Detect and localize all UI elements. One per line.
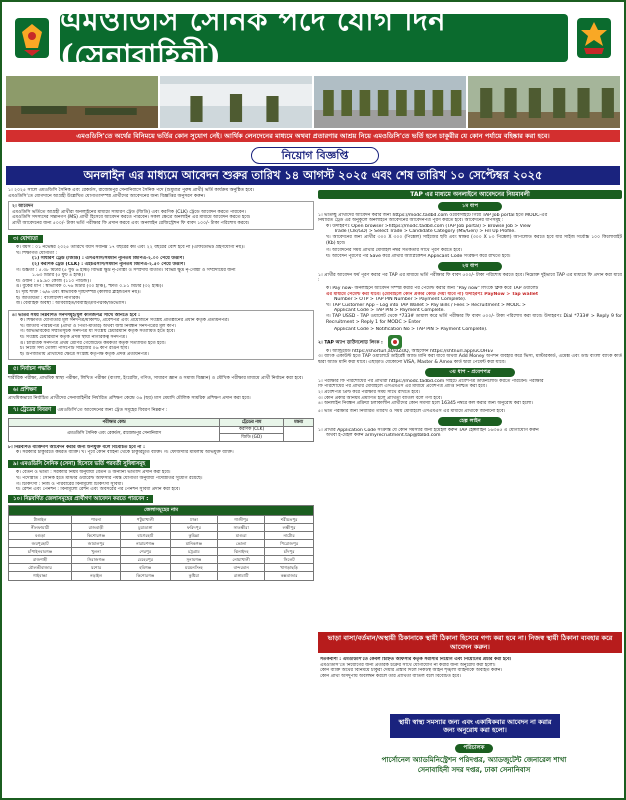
- training-photo-2: [160, 76, 312, 128]
- district-cell: চাঁদপুর: [265, 548, 314, 556]
- district-cell: জামালপুর: [72, 539, 121, 547]
- district-row: [9, 531, 314, 539]
- eligibility-line: গ। উচ্চতা : ৫.৩৮ মিটার (৫ ফুট ৬ ইঞ্চি) বিভিন্ন ক্ষুদ্র নৃ-গোষ্ঠী ও সম্প্রদায় ব্যতীত। বিভিন্ন ক্ষুদ্র নৃ-গোষ্ঠী ও সম্প্রদায়ের জন্য: [16, 267, 236, 273]
- step-line: গ। আবেদনের সময় প্রার্থীর মোবাইল নম্বর সতর্কতার সাথে পূরণ করতে হবে।: [326, 248, 462, 254]
- district-cell: মাগুরা: [218, 531, 265, 539]
- caution-line: এমওডিসি'তে নিয়োগের জন্য প্রতারক চক্রের সাথে যোগাযোগ না করার জন্য অনুরোধ করা হলো।: [320, 662, 496, 668]
- section-trades: [8, 404, 314, 442]
- district-cell: মানিকগঞ্জ: [170, 539, 217, 547]
- notice-title: নিয়োগ বিজ্ঞপ্তি: [251, 147, 379, 164]
- table-cell: এমওডিসি সৈনিক এবং রেকর্ডস, রাজেন্দ্রপুর সেনানিবাস: [9, 426, 220, 441]
- documents-line: ছ। উপজাতীয় প্রার্থীদের ক্ষেত্রে সংশ্লিষ্ট কর্তৃপক্ষ কর্তৃক প্রদত্ত প্রত্যয়নপত্র।: [20, 351, 149, 357]
- table-cell: [284, 426, 314, 441]
- district-cell: সিরাজগঞ্জ: [72, 556, 121, 564]
- benefit-line: ঘ। রেশন এবং পেনশন : বিনামূল্যে রেশন এবং অবসরের পর পেনশন সুবিধা প্রদান করা হবে।: [16, 487, 181, 493]
- district-cell: বাগেরহাট: [120, 531, 170, 539]
- eligibility-line: (২) করণিক ট্রেড (CLK) : এইচএসসি/সমমান ন্যূনতম জিপিএ-২.৫০ পেয়ে উত্তীর্ণ।: [32, 261, 186, 267]
- district-cell: চুয়াডাঙ্গা: [120, 523, 170, 531]
- district-cell: ঝিনাইদহ: [218, 548, 265, 556]
- district-cell: বান্দরবান: [218, 564, 265, 572]
- left-column: [8, 188, 314, 581]
- district-cell: খুলনা: [72, 548, 121, 556]
- documents-line: গ। অভিভাবকের সম্মতিসূচক সনদপত্র যা সংশ্লিষ্ট চেয়ারম্যান কর্তৃক সত্যায়িত হতে হবে।: [20, 329, 176, 335]
- trade-table: [8, 418, 314, 441]
- tap-logo-icon: [388, 335, 402, 349]
- district-cell: মৌলভীবাজার: [9, 564, 72, 572]
- tap-instructions-heading: TAP এর মাধ্যমে অনলাইনে আবেদনের নিয়মাবলী: [318, 190, 622, 199]
- date-banner: অনলাইন এর মাধ্যমে আবেদন শুরুর তারিখ ১৪ আগস্ট ২০২৫ এবং শেষ তারিখ ১০ সেপ্টেম্বর ২০২৫: [6, 166, 620, 185]
- table-header: মন্তব্য: [284, 419, 314, 426]
- signature-block: [352, 744, 596, 796]
- district-cell: সুনামগঞ্জ: [170, 556, 217, 564]
- caution-line: কোন প্রার্থী অসদুপায় অবলম্বন করলে তার প্রার্থিতা বাতিল বলে বিবেচিত হবে।: [320, 673, 461, 679]
- step3-heading: ৩য় ধাপ - প্রবেশপত্র: [425, 368, 515, 376]
- section-heading: ২। আবেদন: [12, 204, 34, 210]
- page-title: এমওডিসি সৈনিক পদে যোগ দিন (সেনাবাহিনী): [60, 2, 447, 72]
- district-row: [9, 523, 314, 531]
- caution-section: [320, 657, 620, 679]
- title-bar: [60, 2, 568, 72]
- district-cell: খাগড়াছড়ি: [265, 564, 314, 572]
- step-line: ১। ভর্তিচ্ছু প্রার্থীদের আবেদন করার জন্য https://modc.tadbd.com ওয়েবসাইটে গিয়ে TAP Job portal হতে MODC-এর: [318, 212, 548, 218]
- eligibility-line: ঘ। ওজন : ৪৯.৯০ কেজি (১১০ পাউন্ড)।: [16, 278, 91, 284]
- ineligible-line: ক। সরকারি চাকুরিতে কর্মরত ব্যক্তি। খ। পূর্বে কোন বাহিনী থেকে চাকুরিচ্যুত ব্যক্তি। গ। ফৌজদারি মামলায় অভিযুক্ত ব্যক্তি।: [16, 450, 234, 456]
- helpline-email[interactable]: অথবা ই-মেইল করুন armyrecruitment.tap@tblbd.com: [326, 433, 441, 439]
- district-cell: শেরপুর: [120, 548, 170, 556]
- benefit-line: গ। চিকিৎসা : নিজ ও পরিবারের বিনামূল্যে চিকিৎসা সুবিধা।: [16, 481, 124, 487]
- district-cell: নারায়ণগঞ্জ: [120, 539, 170, 547]
- section-documents: [8, 310, 314, 361]
- documents-line: ঙ। চারিত্রিক সনদপত্র প্রথম শ্রেণির গেজেটেড কর্মকর্তা কর্তৃক সত্যায়িত হতে হবে।: [20, 340, 166, 346]
- table-cell: জিডি (GD): [219, 434, 283, 441]
- section-line: প্রার্থী আবেদনের জন্য ৫০০/- টাকা ভর্তি পরীক্ষার ফি প্রদান করবে এবং অনলাইন রেজিস্ট্রেশন ফি বাবদ ১০০/- টাকা পরিশোধ করবে।: [12, 220, 250, 226]
- district-cell: যশোর: [72, 564, 121, 572]
- step-line: গ। TAP USSD - TAP ওয়ালেট থেকে *733# ডায়াল করে ভর্তি পরীক্ষার ফি বাবদ ৫০০/- টাকা পরিশোধ করা যাবে। উদাহরণঃ Dial *733# > Reply 9 for Recruitment > Reply 1 for MODC > Enter: [326, 313, 622, 325]
- district-cell: শরীয়তপুর: [265, 515, 314, 523]
- address-warning-banner: ভাড়া বাসা/বর্তমান/অস্থায়ী ঠিকানাকে স্থায়ী ঠিকানা হিসেবে গণ্য করা হবে না। নিজস্ব স্থায়ী ঠিকানা ব্যবহার করে আবেদন করুন।: [318, 632, 622, 653]
- district-table: [8, 505, 314, 580]
- section-heading: ১০। নিম্নবর্ণিত জেলাসমূহের প্রার্থীগণ আবেদন করতে পারবেন :: [8, 495, 153, 504]
- district-cell: ময়মনসিংহ: [170, 564, 217, 572]
- district-cell: রাজবাড়ী: [72, 523, 121, 531]
- district-table-header: জেলাসমূহের নাম: [9, 506, 314, 515]
- table-header: ট্রেডের নাম: [219, 419, 283, 426]
- district-cell: নড়াইল: [72, 572, 121, 580]
- appeal-box: স্থায়ী স্বাস্থ্য সমস্যার জন্য এবং একাধিকবার আবেদন না করার জন্য অনুরোধ করা হলো।: [390, 714, 560, 738]
- section-benefits: [8, 458, 314, 493]
- section-ineligible: [8, 445, 314, 456]
- step-line: ৩। কোন প্রকার অনিয়ম প্রমাণিত হলে প্রার্থিতা বাতিল বলে গণ্য হবে।: [318, 395, 443, 401]
- district-cell: টাঙ্গাইল: [9, 515, 72, 523]
- district-cell: চাঁপাইনবাবগঞ্জ: [9, 548, 72, 556]
- step-line: খ। TAP Customer App – Log into TAP Wallet > Pay Bills / Fees > Recruitment > MODC >: [326, 302, 526, 308]
- trades-text: এমওডিসি'তে আবেদনের জন্য ট্রেড সমূহের বিবরণ নিম্নরূপ :: [57, 407, 168, 413]
- district-cell: লক্ষীপুর: [265, 523, 314, 531]
- training-photo-3: [314, 76, 466, 128]
- helpline-section: [318, 428, 622, 439]
- caution-line: কোন ব্যক্তি অর্থের বিনিময়ে চাকুরী দেয়ার প্রস্তাব দিলে নিকটস্থ আইন শৃঙ্খলা বাহিনীকে অবহিত করুন।: [320, 668, 503, 674]
- army-crest-icon: [574, 16, 614, 60]
- eligibility-line: (১) সাধারণ ট্রেড (জিডি) : এসএসসি/সমমান ন্যূনতম জিপিএ-২.০০ পেয়ে উত্তীর্ণ।: [32, 256, 185, 262]
- documents-line: চ। নিজে সদ্য তোলা পাসপোর্ট সাইজের ০৬ কপি রঙিন ছবি।: [20, 346, 129, 352]
- step-line: ক। Pay now- অনলাইনে আবেদন সম্পন্ন করার পর পেমেন্ট করার জন্য "Pay now" লিংকে ক্লিক করে TAP ওয়ালেট: [326, 285, 539, 291]
- district-cell: বগুড়া: [9, 531, 72, 539]
- district-cell: পাবনা: [72, 515, 121, 523]
- section-application: [8, 201, 314, 229]
- warning-banner: [6, 130, 620, 142]
- district-cell: নোয়াখালী: [218, 556, 265, 564]
- right-column: [318, 188, 622, 439]
- district-cell: মেহেরপুর: [120, 556, 170, 564]
- step-line: ৩। ব্যাংক একাউন্ট হতে TAP ওয়ালেটে ডাইরেক্ট অ্যাড মানি করা যাবে অথবা Add Money অপশন ব্যবহার করে ভিসা, মাস্টারকার্ড, এমেক্স এবং ডাচ বাংলা ব্যাংক কার্ড দ্বারা অ্যাড মানি করা যাবে। এছাড়াও যেকোনো VISA, Master & Amex কার্ড দ্বারা পেমেন্ট করা যাবে।: [318, 354, 622, 365]
- district-cell: রাঙ্গামাটি: [218, 572, 265, 580]
- district-cell: গাইবান্ধা: [9, 572, 72, 580]
- signature-label: পরিচালক: [455, 744, 492, 753]
- district-cell: কুষ্টিয়া: [170, 572, 217, 580]
- step-line: Applicant Code > TAP PIN > Payment Complete.: [334, 308, 445, 314]
- army-emblem-icon: [12, 16, 52, 60]
- training-photo-1: [6, 76, 158, 128]
- selection-text: শারীরিক পরীক্ষা, প্রাথমিক স্বাস্থ্য পরীক্ষা, লিখিত পরীক্ষা (বাংলা, ইংরেজি, গণিত, সাধারণ জ্ঞান ও সমাজ বিজ্ঞান) ও মৌখিক পরীক্ষার মাধ্যমে প্রার্থী নির্বাচন করা হবে।: [8, 376, 304, 382]
- training-text: প্রাথমিকভাবে নির্বাচিত প্রার্থীদের সেনাবাহিনীর নির্ধারিত প্রশিক্ষণ কেন্দ্রে ০৬ (ছয়) মাস মেয়াদি মৌলিক সামরিক প্রশিক্ষণ প্রদান করা হবে।: [8, 396, 251, 402]
- district-cell: নাটোর: [265, 531, 314, 539]
- district-cell: গাজীপুর: [218, 515, 265, 523]
- eligibility-line: ১.৬৩ মিটার (৫ ফুট ৪ ইঞ্চি)।: [32, 273, 85, 279]
- district-cell: কিশোরগঞ্জ: [120, 572, 170, 580]
- district-row: [9, 556, 314, 564]
- district-cell: ফরিদপুর: [170, 523, 217, 531]
- table-header: পরীক্ষার কেন্দ্র: [9, 419, 220, 426]
- district-cell: কিশোরগঞ্জ: [72, 531, 121, 539]
- step-line: নির্ধারিত ট্রেড এর অনুকূলে অনলাইনে আবেদনের আবেদনপত্র পূরণ করতে হবে। আবেদনের ধাপসমূহ :: [318, 218, 504, 224]
- step-line: Applicant Code > Notification No > TAP PIN > Payment Complete).: [334, 327, 488, 333]
- step1-heading: ১ম ধাপ: [438, 202, 502, 210]
- tap-download-link[interactable]: ক। অ্যান্ড্রয়েড https://shorturl.at/i0ZslQ, আইফোন https://shtnurl.app/uCOHEv: [326, 348, 494, 354]
- step1-section: [318, 213, 622, 260]
- district-row: [9, 548, 314, 556]
- step-line: খ। আবেদনের জন্য প্রার্থীর ৩০০ X ৩০০ (পিক্সেল) সাইজের ছবি এবং স্বাক্ষর (৩০০ X ৮০ পিক্সেল) আপলোড করতে হবে যার সাইজ সর্বোচ্চ ১০০ কিলোবাইট (Kb) হবে।: [326, 235, 622, 246]
- section-heading: ৯। এমওডিসি সৈনিক (সেনা) হিসেবে ভর্তি পরবর্তী সুবিধাসমূহ: [8, 460, 150, 469]
- section-heading-eligibility: ৩। যোগ্যতা: [8, 235, 43, 244]
- documents-line: ক। শিক্ষাগত যোগ্যতার মূল সনদপত্র/মার্কশিট, প্রবেশপত্র এবং প্রয়োজনে সংশ্লিষ্ট প্রতিষ্ঠানের প্রধান কর্তৃক প্রত্যয়নপত্র।: [20, 318, 230, 324]
- ineligible-heading: ৮। নিম্নবর্ণিত ব্যক্তিগণ আবেদন করার জন্য উপযুক্ত বলে বিবেচিত হবে না :: [8, 444, 145, 450]
- intro-text: [8, 188, 314, 199]
- step-line: ফি পরিশোধের পর প্রার্থীর মোবাইলে এসএমএস এর মাধ্যমে প্রবেশপত্র প্রাপ্তি নিশ্চিত করা হবে।: [318, 384, 487, 390]
- signature-line: সেনাবাহিনী সদর দপ্তর, ঢাকা সেনানিবাস: [417, 765, 531, 774]
- intro-line: এমওডিসি'তে যোগদানে আগ্রহী উল্লেখিত যোগ্যতাসম্পন্ন প্রার্থীদের আবেদনের জন্য বিজ্ঞপ্তির অনুসরণ করুন।: [8, 193, 206, 199]
- district-cell: চট্টগ্রাম: [170, 548, 217, 556]
- district-row: [9, 539, 314, 547]
- district-row: [9, 515, 314, 523]
- section-selection: [8, 363, 314, 381]
- district-cell: সাতক্ষীরা: [218, 523, 265, 531]
- section-eligibility: [8, 245, 314, 307]
- signature-line: পার্সোনেল অ্যাডমিনিস্ট্রেশন পরিদপ্তর, অ্যাডজুটেন্ট জেনারেল শাখা: [381, 755, 567, 764]
- step2-section: [318, 273, 622, 366]
- district-cell: পিরোজপুর: [265, 539, 314, 547]
- intro-line: ১। ২০২৫ সালে এমওডিসি সৈনিক এবং রেকর্ডস, রাজেন্দ্রপুর সেনানিবাসে সৈনিক পদে (শুধুমাত্র পুরুষ প্রার্থী) ভর্তি কার্যক্রম অনুষ্ঠিত হবে।: [8, 188, 254, 193]
- benefit-line: ক। বেতন ও ভাতা : সরকারি নিয়ম অনুযায়ী বেতন ও অন্যান্য ভাতাদি প্রদান করা হবে।: [16, 470, 171, 476]
- district-cell: নীলফামারী: [9, 523, 72, 531]
- step-line: ক। উদাহরণঃ Open browser >https://modc.tadbd.com (TAP Job portal) > Browse Job > View: [326, 223, 531, 229]
- section-training: [8, 384, 314, 402]
- caution-line: সতর্কবাণী : এমওডিসি'তে কেবল চিহ্নিত অফিসার কর্তৃক সরাসরি নিয়োগ এবং নিয়োগের প্রচার করা হবে।: [320, 657, 512, 662]
- eligibility-line: ছ। জাতীয়তা : বাংলাদেশী নাগরিক।: [16, 295, 81, 301]
- district-cell: কুমিল্লা: [170, 531, 217, 539]
- step2-heading: ২য় ধাপ: [438, 262, 502, 270]
- warning-text: এমওডিসি'তে অর্থের বিনিময়ে ভর্তির কোন সুযোগ নেই। আর্থিক লেনদেনের মাধ্যমে অথবা প্রতারণার আশ্রয় নিয়ে এমওডিসি'তে ভর্তি হলে চাকুরীর যে কোন পর্যায়ে বহিষ্কার করা হবে।: [76, 131, 550, 140]
- documents-line: ঘ। সংশ্লিষ্ট চেয়ারম্যান কর্তৃক প্রদত্ত স্থায়ী নাগরিকত্ব সনদপত্র।: [20, 335, 127, 341]
- district-cell: জয়পুরহাট: [9, 539, 72, 547]
- step-line: ৪। অনলাইন নিবন্ধন প্রক্রিয়া চলাকালীন প্রার্থীদের কোন সমস্যা হলে 16345 নম্বরে কল করার জন্য অনুরোধ করা হলো।: [318, 401, 534, 407]
- section-line: এমওডিসি সদস্যদের সন্তানগণ (MS) প্রার্থী হিসেবে আবেদন করতে পারবেন। সকল ক্ষেত্রে অনলাইন এর মাধ্যমে আবেদন করতে হবে।: [12, 215, 251, 221]
- benefit-line: খ। পদোন্নতি : সৈনিক হতে মাস্টার ওয়ারেন্ট অফিসার পর্যন্ত যোগ্যতা অনুযায়ী পদোন্নতির সুযোগ রয়েছে।: [16, 476, 203, 482]
- table-cell: করণিক (CLK): [219, 426, 283, 433]
- documents-heading: ৪। ভর্তির সময় নিম্নবর্ণিত সনদসমূহ/মূল কাগজপত্র সাথে আনতে হবে :: [12, 312, 140, 318]
- section-line: এমওডিসি ভর্তিতে আগ্রহী প্রার্থীরা অনলাইনের মাধ্যমে সাধারণ ট্রেড (জিডি) এবং করণিক (CLK) ট্রেডে আবেদন করতে পারবেন।: [12, 209, 246, 215]
- eligibility-line: চ। দৃষ্টি শক্তি : ৬/৬ এবং স্বাভাবিক দৃষ্টিসম্পন্ন (কালার ব্লাইন্ডনেস নয়)।: [16, 289, 141, 295]
- eligibility-line: খ। শিক্ষাগত যোগ্যতা :: [16, 250, 58, 256]
- photo-strip: [6, 76, 620, 128]
- documents-line: খ। জাতীয় পরিচয়পত্র (প্রার্থী ও পিতা-মাতার) অথবা জন্ম নিবন্ধন সনদপত্রের মূল কপি।: [20, 323, 177, 329]
- district-cell: কক্সবাজার: [265, 572, 314, 580]
- district-cell: হবিগঞ্জ: [120, 564, 170, 572]
- section-districts: [8, 493, 314, 581]
- step-line: ২। TAP অ্যাপ ডাউনলোড লিংক :: [318, 340, 383, 346]
- step-line: ৫। ভর্তি পরীক্ষার জন্য নির্ধারিত তারিখ ও সময় মোবাইলে এসএমএস এর মাধ্যমে প্রার্থীকে জানানো হবে।: [318, 408, 506, 414]
- district-cell: পটুয়াখালী: [120, 515, 170, 523]
- district-cell: রাজশাহী: [9, 556, 72, 564]
- district-cell: সিলেট: [265, 556, 314, 564]
- eligibility-line: ক। বয়স : ০১ নভেম্বর ২০২৫ তারিখে বয়স সর্বনিম্ন ১৭ বছরের কম এবং ২২ বছরের বেশি হবে না (এফিডেভিট গ্রহণযোগ্য নয়)।: [16, 245, 245, 251]
- district-cell: ভোলা: [218, 539, 265, 547]
- training-photo-4: [468, 76, 620, 128]
- section-heading: ৫। নির্বাচন পদ্ধতি: [8, 365, 56, 374]
- district-cell: ঢাকা: [170, 515, 217, 523]
- helpline-line: ১। প্রার্থীর Application Code সংক্রান্ত যে কোন সমস্যার জন্য ইমেইল করুন TAP হেল্পলাইন ১৬৩৪৫ এ যোগাযোগ করুন: [318, 427, 539, 433]
- tap-download-heading: [318, 335, 622, 349]
- district-row: [9, 572, 314, 580]
- step-line: এর মাধ্যমে পেমেন্ট করা যাবে। (মোবাইলে কোন প্রকার কোড দেয়া যাবে না) উদাহরণঃ PayNow > Tap wallet: [326, 291, 539, 297]
- helpline-heading: হেল্প লাইন: [438, 417, 502, 425]
- section-heading: ৭। ট্রেডের বিবরণ: [8, 406, 56, 415]
- step-line: ১। প্রার্থীর আবেদন ফর্ম পূরণ করার পর TAP এর মাধ্যমে ভর্তি পরীক্ষার ফি বাবদ ৫০০/- টাকা পরিশোধ করতে হবে। নিম্নোক্ত দুইভাবে TAP এর মাধ্যমে ফি প্রদান করা যাবে :: [318, 272, 622, 284]
- step-line: Trade (Clk/GD) > Select Trade > Candidate Category (MS/Gen) > Fill Up Profile.: [334, 229, 516, 235]
- step-line: ঘ। আবেদন পূরণের পর Save করে প্রার্থীর অ্যাপ্লিকেশন Applicant Code সংরক্ষণ করে রাখতে হবে।: [326, 253, 511, 259]
- header-area: [2, 2, 624, 76]
- section-heading: ৬। প্রশিক্ষণ: [8, 386, 42, 395]
- step-line: ২। প্রবেশপত্র প্রিন্ট করে পরীক্ষার সময় সাথে রাখতে হবে।: [318, 390, 420, 395]
- step-line: ১। পরীক্ষার ফি পরিশোধের পর প্রার্থীরা https://modc.tadbd.com সাইটে প্রবেশপত্র ডাউনলোড করতে পারবেন। পরীক্ষার: [318, 378, 544, 384]
- step3-section: [318, 379, 622, 415]
- eligibility-line: ঙ। বুকের মাপ : স্বাভাবিক ০.৭৬ মিটার (৩০ ইঞ্চি), স্ফীত ০.৮১ মিটার (৩২ ইঞ্চি)।: [16, 284, 164, 290]
- step-line: Number > OTP > TAP PIN Number > Payment Complete).: [334, 297, 467, 303]
- district-row: [9, 564, 314, 572]
- eligibility-line: জ। বৈবাহিক অবস্থা : অবিবাহিত/বিবাহিত/বিপত্নীক/ডিভোর্সি।: [16, 301, 126, 307]
